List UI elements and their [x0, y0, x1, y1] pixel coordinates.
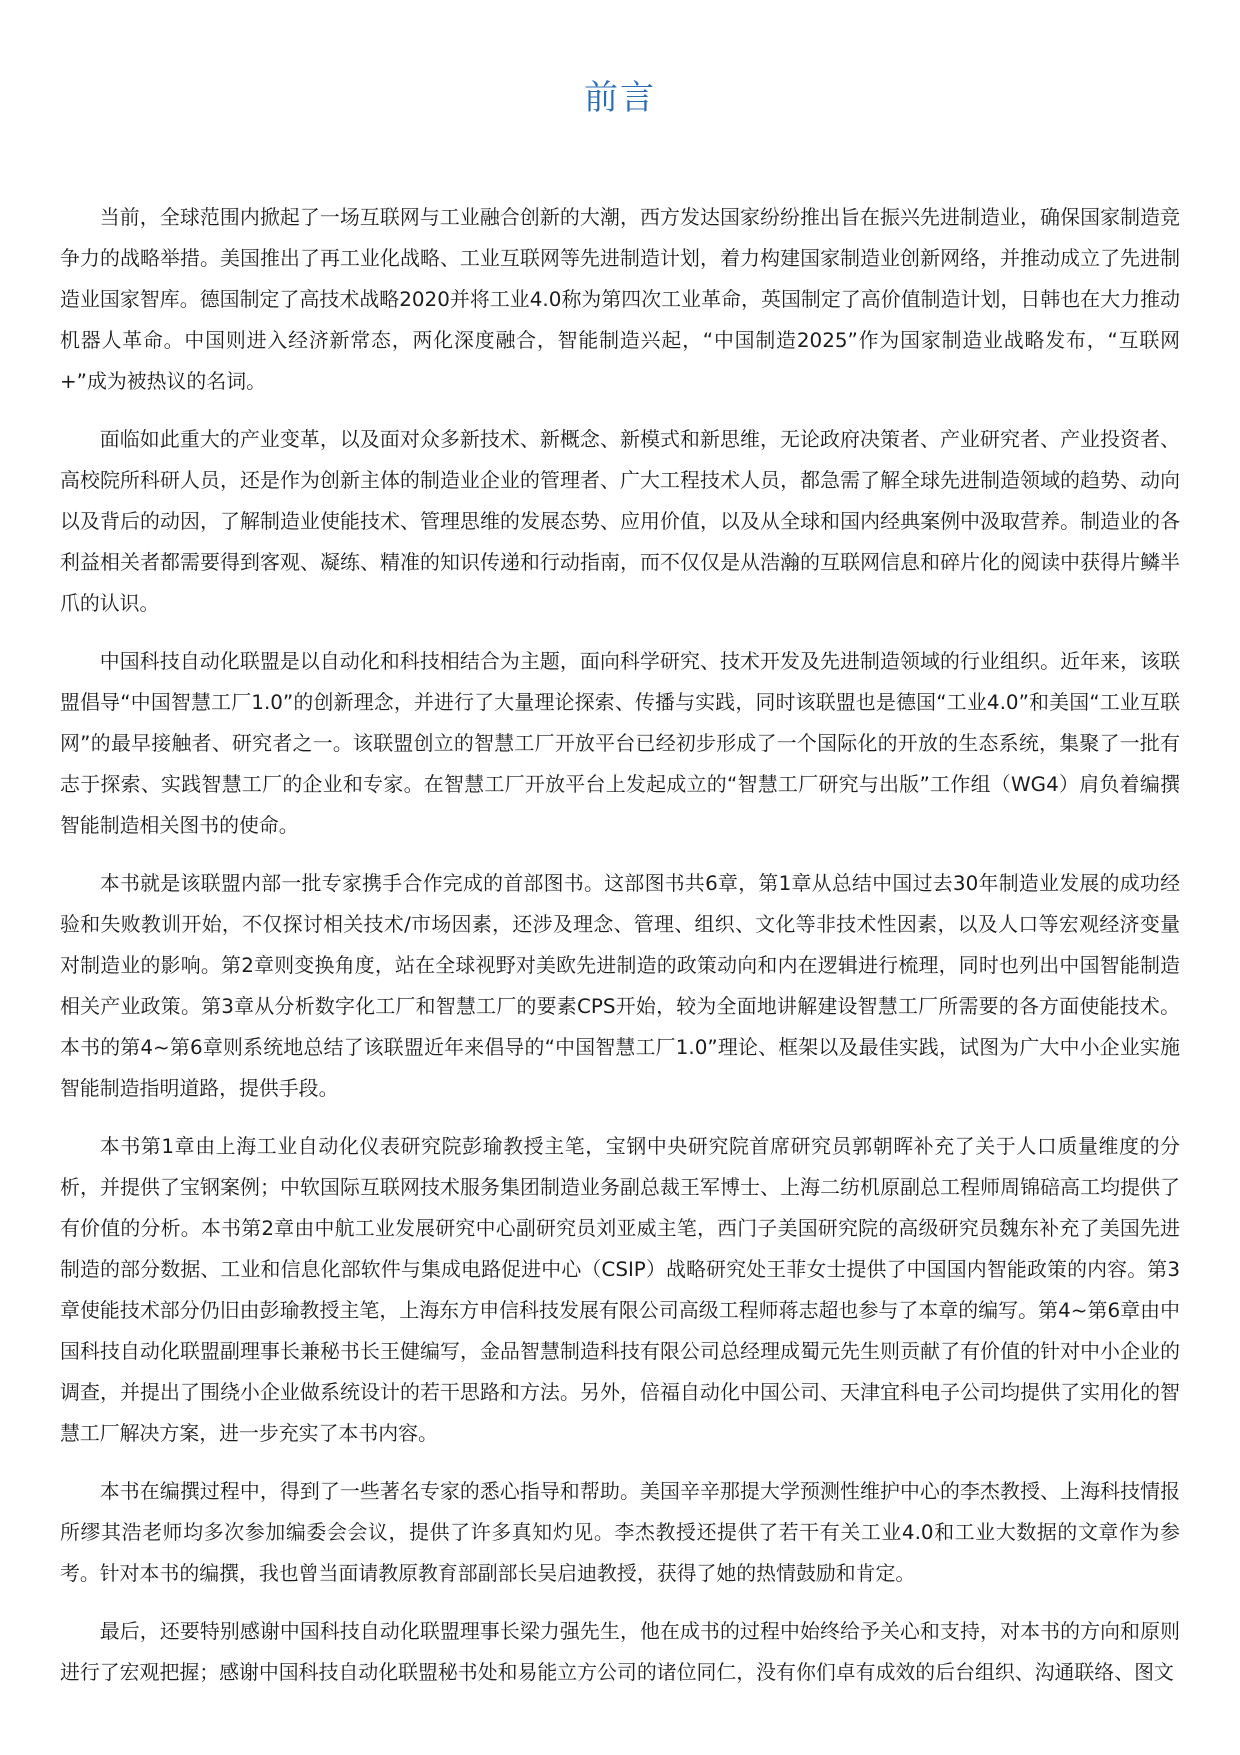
paragraph-3: 中国科技自动化联盟是以自动化和科技相结合为主题，面向科学研究、技术开发及先进制造领域的行业组织。近年来，该联盟倡导“中国智慧工厂1.0”的创新理念，并进行了大量理论探索、传播与实践，同时该联盟也是德国“工业4.0”和美国“工业互联网”的最早接触者、研究者之一。该联盟创立的智慧工厂开放平台已经初步形成了一个国际化的开放的生态系统，集聚了一批有志于探索、实践智慧工厂的企业和专家。在智慧工厂开放平台上发起成立的“智慧工厂研究与出版”工作组（WG4）肩负着编撰智能制造相关图书的使命。	[60, 650, 1180, 837]
page-title: 前言	[584, 78, 656, 118]
paragraph-1: 当前，全球范围内掀起了一场互联网与工业融合创新的大潮，西方发达国家纷纷推出旨在振兴先进制造业，确保国家制造竞争力的战略举措。美国推出了再工业化战略、工业互联网等先进制造计划，着力构建国家制造业创新网络，并推动成立了先进制造业国家智库。德国制定了高技术战略2020并将工业4.0称为第四次工业革命，英国制定了高价值制造计划，日韩也在大力推动机器人革命。中国则进入经济新常态，两化深度融合，智能制造兴起，“中国制造2025”作为国家制造业战略发布，“互联网+”成为被热议的名词。	[60, 206, 1180, 393]
paragraph-2: 面临如此重大的产业变革，以及面对众多新技术、新概念、新模式和新思维，无论政府决策者、产业研究者、产业投资者、高校院所科研人员，还是作为创新主体的制造业企业的管理者、广大工程技术人员，都急需了解全球先进制造领域的趋势、动向以及背后的动因，了解制造业使能技术、管理思维的发展态势、应用价值，以及从全球和国内经典案例中汲取营养。制造业的各利益相关者都需要得到客观、凝练、精准的知识传递和行动指南，而不仅仅是从浩瀚的互联网信息和碎片化的阅读中获得片鳞半爪的认识。	[60, 428, 1180, 615]
paragraph-5: 本书第1章由上海工业自动化仪表研究院彭瑜教授主笔，宝钢中央研究院首席研究员郭朝晖补充了关于人口质量维度的分析，并提供了宝钢案例；中软国际互联网技术服务集团制造业务副总裁王军博士、上海二纺机原副总工程师周锦碚高工均提供了有价值的分析。本书第2章由中航工业发展研究中心副研究员刘亚威主笔，西门子美国研究院的高级研究员魏东补充了美国先进制造的部分数据、工业和信息化部软件与集成电路促进中心（CSIP）战略研究处王菲女士提供了中国国内智能政策的内容。第3章使能技术部分仍旧由彭瑜教授主笔，上海东方申信科技发展有限公司高级工程师蒋志超也参与了本章的编写。第4~第6章由中国科技自动化联盟副理事长兼秘书长王健编写，金品智慧制造科技有限公司总经理成蜀元先生则贡献了有价值的针对中小企业的调查，并提出了围绕小企业做系统设计的若干思路和方法。另外，倍福自动化中国公司、天津宜科电子公司均提供了实用化的智慧工厂解决方案，进一步充实了本书内容。	[60, 1135, 1180, 1445]
paragraph-7: 最后，还要特别感谢中国科技自动化联盟理事长梁力强先生，他在成书的过程中始终给予关心和支持，对本书的方向和原则进行了宏观把握；感谢中国科技自动化联盟秘书处和易能立方公司的诸位同仁，没有你们卓有成效的后台组织、沟通联络、图文	[60, 1620, 1180, 1684]
paragraph-6: 本书在编撰过程中，得到了一些著名专家的悉心指导和帮助。美国辛辛那提大学预测性维护中心的李杰教授、上海科技情报所缪其浩老师均多次参加编委会会议，提供了许多真知灼见。李杰教授还提供了若干有关工业4.0和工业大数据的文章作为参考。针对本书的编撰，我也曾当面请教原教育部副部长吴启迪教授，获得了她的热情鼓励和肯定。	[60, 1480, 1180, 1585]
paragraph-4: 本书就是该联盟内部一批专家携手合作完成的首部图书。这部图书共6章，第1章从总结中国过去30年制造业发展的成功经验和失败教训开始，不仅探讨相关技术/市场因素，还涉及理念、管理、组织、文化等非技术性因素，以及人口等宏观经济变量对制造业的影响。第2章则变换角度，站在全球视野对美欧先进制造的政策动向和内在逻辑进行梳理，同时也列出中国智能制造相关产业政策。第3章从分析数字化工厂和智慧工厂的要素CPS开始，较为全面地讲解建设智慧工厂所需要的各方面使能技术。本书的第4~第6章则系统地总结了该联盟近年来倡导的“中国智慧工厂1.0”理论、框架以及最佳实践，试图为广大中小企业实施智能制造指明道路，提供手段。	[60, 872, 1180, 1100]
preface-body	[60, 197, 1180, 1710]
